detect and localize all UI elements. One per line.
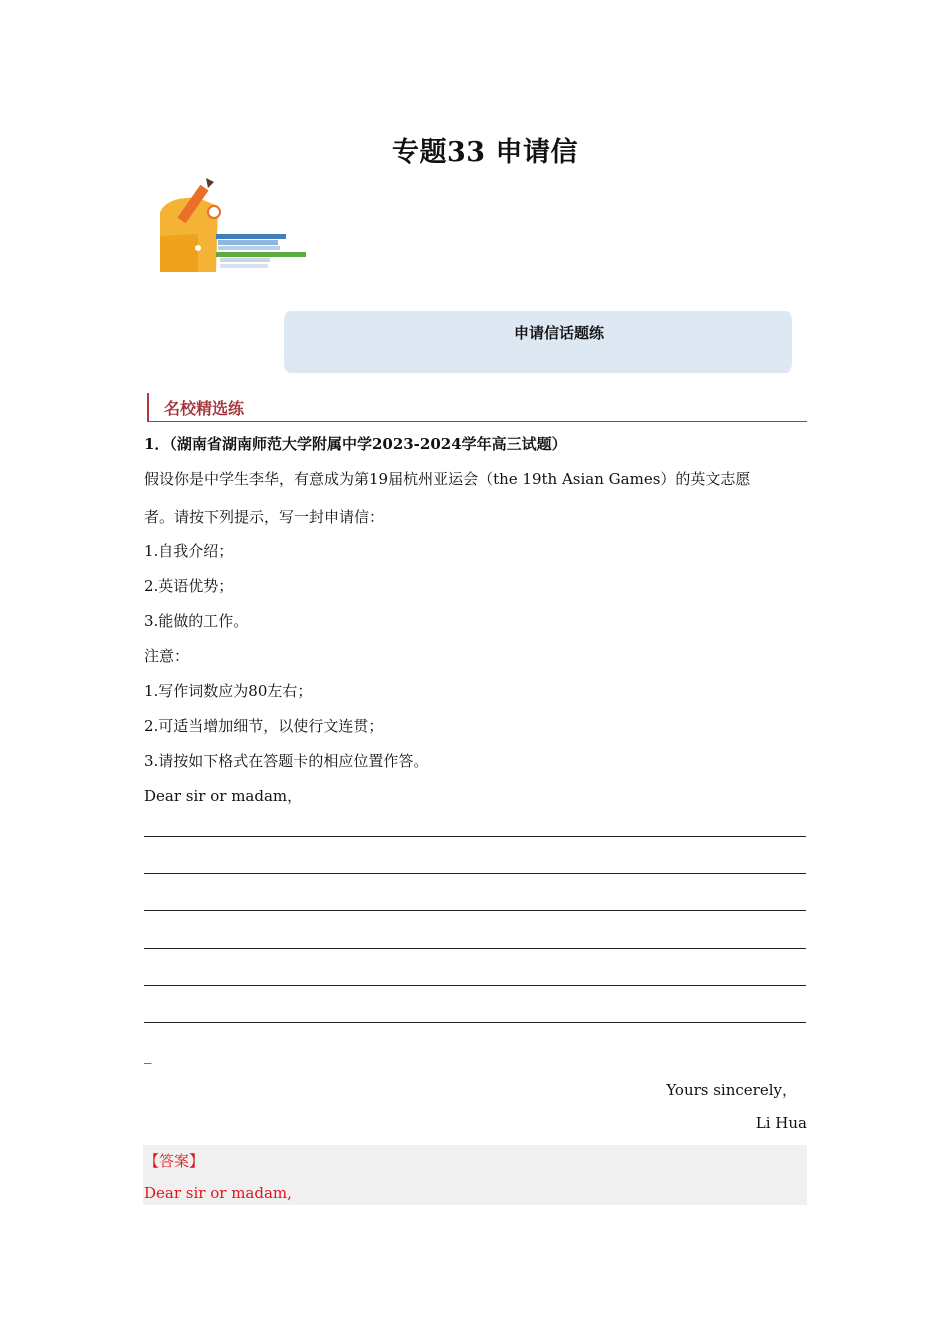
question-prompt-line: 假设你是中学生李华，有意成为第19届杭州亚运会（the 19th Asian Games）的英文志愿 xyxy=(144,470,751,488)
note-label: 注意： xyxy=(144,647,190,665)
prompt-point: 1.自我介绍； xyxy=(144,542,234,560)
answer-line xyxy=(144,948,806,949)
banner-title: 申请信话题练 xyxy=(513,324,604,342)
note-item: 3.请按如下格式在答题卡的相应位置作答。 xyxy=(144,752,429,770)
question-prompt-line: 者。请按下列提示，写一封申请信： xyxy=(144,508,385,526)
page-title: 专题33 申请信 xyxy=(392,137,578,168)
answer-line xyxy=(144,910,806,911)
prompt-point: 2.英语优势； xyxy=(144,577,234,595)
note-item: 2.可适当增加细节，以使行文连贯； xyxy=(144,717,384,735)
section-accent-bar xyxy=(147,393,149,421)
pencil-books-icon xyxy=(158,176,308,272)
note-item: 1.写作词数应为80左右； xyxy=(144,682,313,700)
prompt-point: 3.能做的工作。 xyxy=(144,612,249,630)
section-title: 名校精选练 xyxy=(164,399,245,418)
answer-salutation: Dear sir or madam, xyxy=(144,1184,292,1202)
letter-signature: Li Hua xyxy=(755,1114,807,1132)
answer-line-end-mark: _ xyxy=(144,1046,152,1064)
answer-label: 【答案】 xyxy=(144,1152,205,1170)
question-header: 1．（湖南省湖南师范大学附属中学2023-2024学年高三试题） xyxy=(144,435,567,453)
answer-line xyxy=(144,836,806,837)
letter-salutation: Dear sir or madam， xyxy=(144,787,303,805)
answer-line xyxy=(144,873,806,874)
answer-line xyxy=(144,985,806,986)
answer-line xyxy=(144,1022,806,1023)
letter-closing: Yours sincerely， xyxy=(666,1081,797,1099)
section-divider xyxy=(147,421,807,422)
